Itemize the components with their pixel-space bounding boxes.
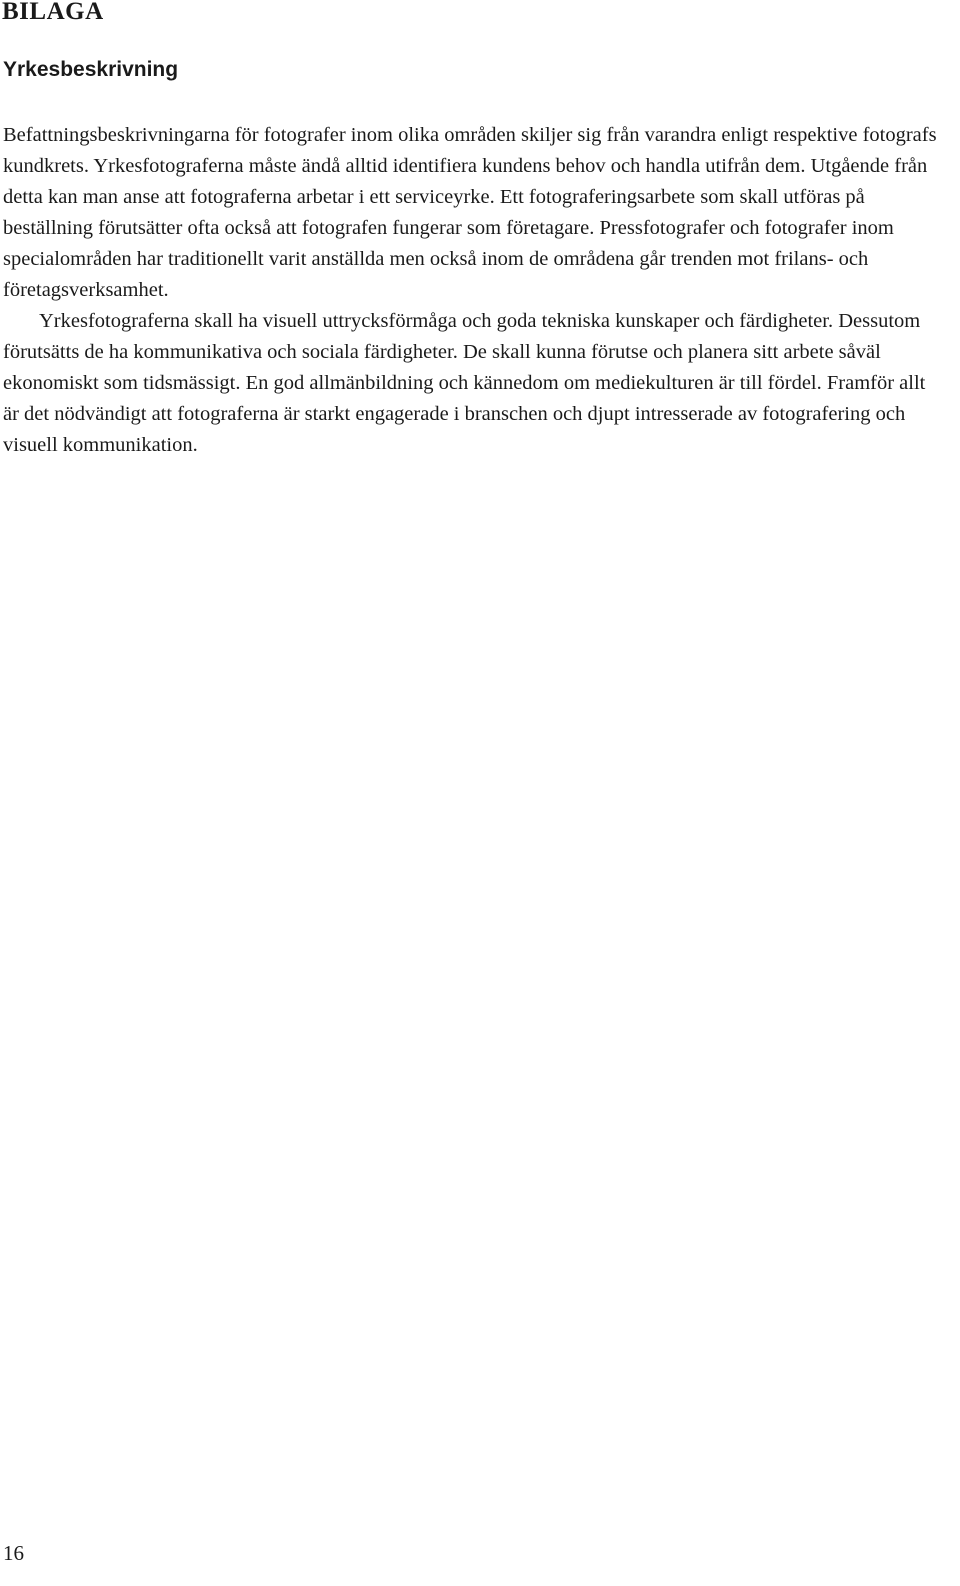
body-text [3,120,938,461]
page-number: 16 [3,1541,24,1565]
page-header-title: BILAGA [2,0,104,25]
paragraph: Yrkesfotograferna skall ha visuell uttrycksförmåga och goda tekniska kunskaper och färdigheter. Dessutom förutsätts de ha kommunikativa och sociala färdigheter. De skall kunna förutse och planera sitt arbete såväl ekonomiskt som tidsmässigt. En god allmänbildning och kännedom om mediekulturen är till fördel. Framför allt är det nödvändigt att fotograferna är starkt engagerade i branschen och djupt intresserade av fotografering och visuell kommunikation. [3,310,926,456]
section-heading: Yrkesbeskrivning [3,58,179,81]
paragraph: Befattningsbeskrivningarna för fotografer inom olika områden skiljer sig från varandra enligt respektive fotografs kundkrets. Yrkesfotograferna måste ändå alltid identifiera kundens behov och handla utifrån dem. Utgående från detta kan man anse att fotograferna arbetar i ett serviceyrke. Ett fotograferingsarbete som skall utföras på beställning förutsätter ofta också att fotografen fungerar som företagare. Pressfotografer och fotografer inom specialområden har traditionellt varit anställda men också inom de områdena går trenden mot frilans- och företagsverksamhet. [3,124,937,301]
